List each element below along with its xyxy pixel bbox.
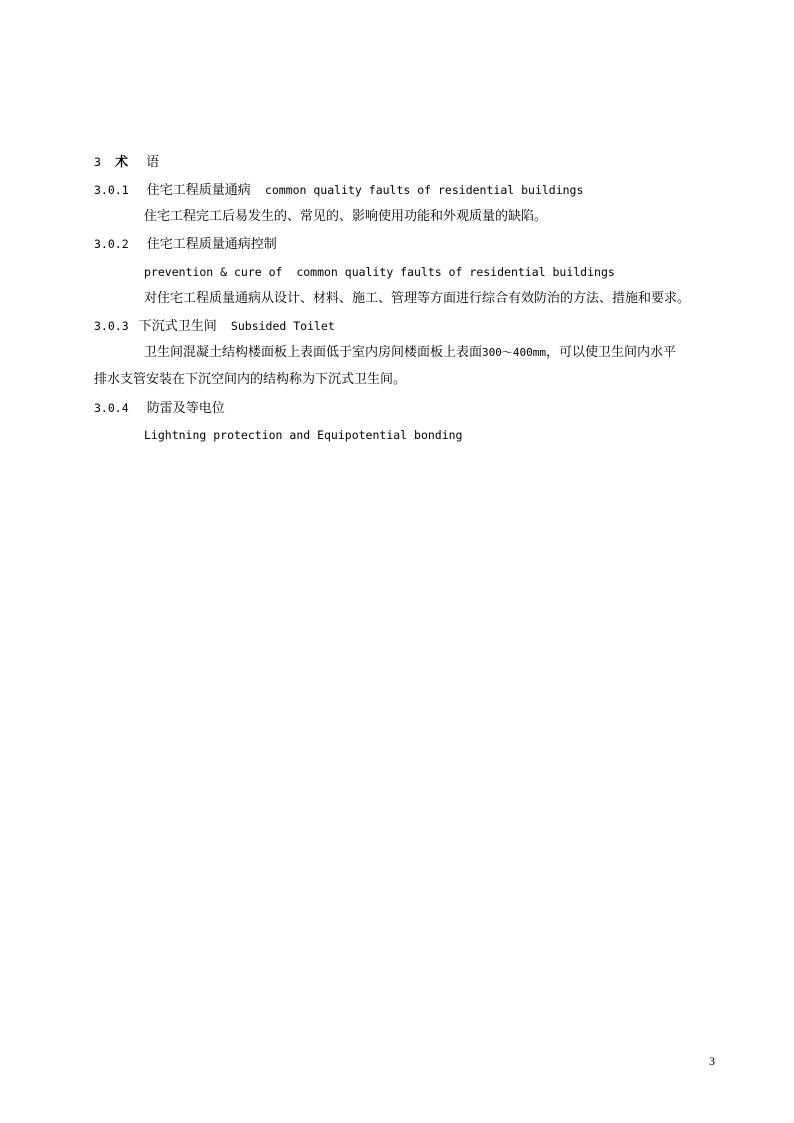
chapter-title-char-1: 术: [115, 155, 129, 170]
section-definition: 住宅工程完工后易发生的、常见的、影响使用功能和外观质量的缺陷。: [144, 209, 548, 224]
section-heading-3-0-1: [94, 182, 583, 199]
chapter-title: [115, 155, 159, 170]
section-number: 3.0.3: [94, 319, 129, 333]
section-heading-3-0-3: [94, 318, 335, 335]
section-definition-line-1: [144, 345, 676, 361]
section-title: 防雷及等电位: [146, 401, 225, 416]
section-number: 3.0.2: [94, 237, 129, 251]
definition-text: ，可以使卫生间内水平: [546, 345, 677, 360]
chapter-number: 3: [94, 155, 101, 169]
section-heading-3-0-4: [94, 400, 225, 417]
chapter-title-char-2: 语: [146, 155, 160, 170]
section-title: 下沉式卫生间: [138, 319, 217, 334]
chapter-heading: [94, 154, 159, 171]
section-number: 3.0.1: [94, 183, 129, 197]
section-heading-3-0-2: [94, 236, 277, 253]
definition-number: 300～400mm: [482, 346, 546, 359]
definition-text: 卫生间混凝土结构楼面板上表面低于室内房间楼面板上表面: [144, 345, 483, 360]
section-title: 住宅工程质量通病: [146, 183, 251, 198]
section-definition: 对住宅工程质量通病从设计、材料、施工、管理等方面进行综合有效防治的方法、措施和要求。: [144, 291, 691, 306]
page-number: 3: [709, 1054, 715, 1068]
section-english-term: prevention & cure of common quality faults of residential buildings: [144, 265, 615, 279]
section-number: 3.0.4: [94, 401, 129, 415]
section-english-term: Lightning protection and Equipotential bonding: [144, 428, 463, 442]
section-english-term: Subsided Toilet: [230, 319, 335, 333]
section-english-term: common quality faults of residential buildings: [264, 183, 584, 197]
section-definition-line-2: 排水支管安装在下沉空间内的结构称为下沉式卫生间。: [94, 372, 407, 387]
section-title: 住宅工程质量通病控制: [146, 237, 277, 252]
